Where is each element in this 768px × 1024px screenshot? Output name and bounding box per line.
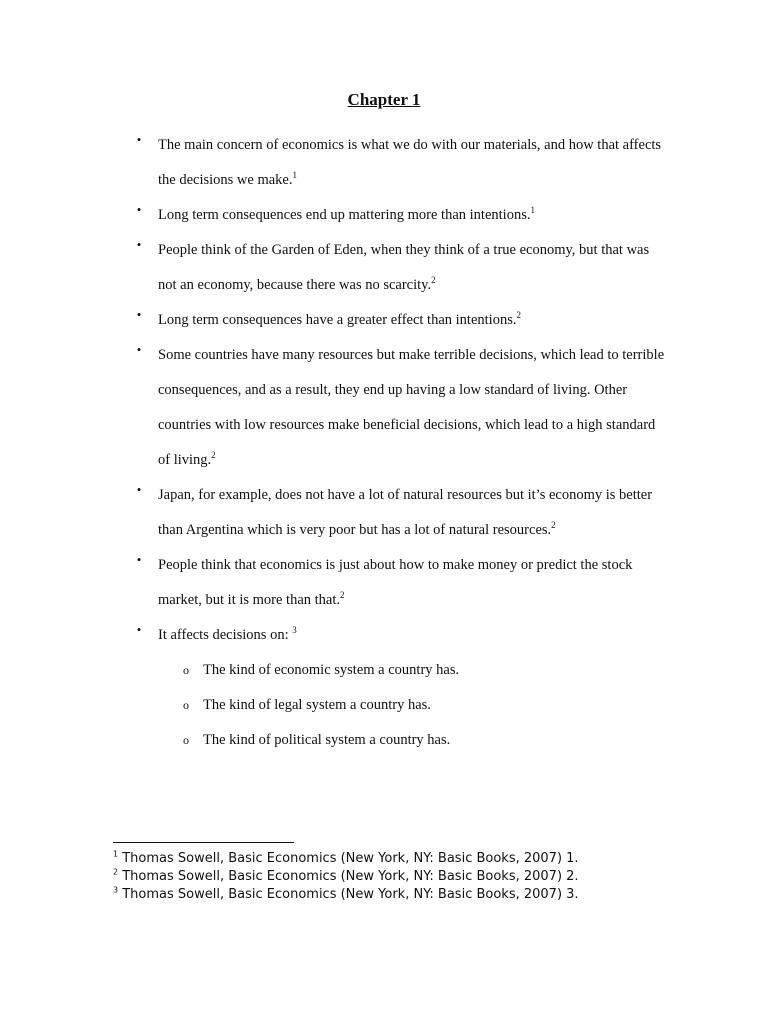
- footnote-ref: 1: [292, 170, 297, 181]
- bullet-item: [0, 198, 768, 233]
- bullet-text: People think of the Garden of Eden, when they think of a true economy, but that was not an economy, because there was no scarcity.: [158, 242, 650, 293]
- footnote-number: 1: [113, 849, 119, 859]
- bullet-item: [0, 338, 768, 478]
- footnote-divider: [113, 842, 294, 843]
- bullet-item: [0, 233, 768, 303]
- bullet-item: [0, 128, 768, 198]
- footnote-ref: 1: [530, 205, 535, 216]
- sub-bullet-text: The kind of legal system a country has.: [203, 697, 431, 713]
- bullet-dot-icon: •: [136, 307, 142, 322]
- footnote-ref: 2: [551, 520, 556, 531]
- footnote-ref: 2: [431, 275, 436, 286]
- footnote-text: Thomas Sowell, Basic Economics (New York, NY: Basic Books, 2007) 1.: [118, 851, 579, 866]
- footnote-number: 3: [113, 885, 119, 895]
- bullet-item: [0, 303, 768, 338]
- bullet-item: [0, 548, 768, 618]
- sub-bullet-text: The kind of political system a country has.: [203, 732, 451, 748]
- footnotes: [113, 850, 713, 904]
- sub-bullet-text: The kind of economic system a country has.: [203, 662, 460, 678]
- bullet-text: Long term consequences have a greater effect than intentions.: [158, 312, 517, 328]
- bullet-text: Some countries have many resources but make terrible decisions, which lead to terrible consequences, and as a result, they end up having a low standard of living. Other countries with low resources make beneficial decisions, which lead to a high standard of living.: [158, 347, 665, 468]
- bullet-text: Japan, for example, does not have a lot of natural resources but it’s economy is better than Argentina which is very poor but has a lot of natural resources.: [158, 487, 653, 538]
- sub-bullet-item: [0, 653, 768, 688]
- footnote-ref: 3: [292, 625, 297, 636]
- bullet-dot-icon: •: [136, 132, 142, 147]
- chapter-title: Chapter 1: [347, 90, 421, 109]
- bullet-item: [0, 478, 768, 548]
- hollow-circle-icon: o: [183, 733, 189, 747]
- bullet-dot-icon: •: [136, 237, 142, 252]
- bullet-dot-icon: •: [136, 622, 142, 637]
- footnote: [113, 886, 713, 904]
- footnote: [113, 850, 713, 868]
- sub-bullet-item: [0, 723, 768, 758]
- bullet-text: Long term consequences end up mattering more than intentions.: [158, 207, 531, 223]
- bullet-text: People think that economics is just about how to make money or predict the stock market, but it is more than that.: [158, 557, 633, 608]
- footnote-number: 2: [113, 867, 119, 877]
- bullet-dot-icon: •: [136, 342, 142, 357]
- bullet-dot-icon: •: [136, 552, 142, 567]
- bullet-list: [0, 128, 768, 758]
- footnote-ref: 2: [340, 590, 345, 601]
- bullet-item: [0, 618, 768, 653]
- hollow-circle-icon: o: [183, 698, 189, 712]
- bullet-text: It affects decisions on:: [158, 627, 293, 643]
- footnote: [113, 868, 713, 886]
- bullet-dot-icon: •: [136, 482, 142, 497]
- footnote-ref: 2: [516, 310, 521, 321]
- footnote-ref: 2: [211, 450, 216, 461]
- sub-bullet-item: [0, 688, 768, 723]
- footnote-text: Thomas Sowell, Basic Economics (New York, NY: Basic Books, 2007) 3.: [118, 887, 579, 902]
- footnote-text: Thomas Sowell, Basic Economics (New York, NY: Basic Books, 2007) 2.: [118, 869, 579, 884]
- bullet-dot-icon: •: [136, 202, 142, 217]
- bullet-text: The main concern of economics is what we do with our materials, and how that affects the decisions we make.: [158, 137, 662, 188]
- hollow-circle-icon: o: [183, 663, 189, 677]
